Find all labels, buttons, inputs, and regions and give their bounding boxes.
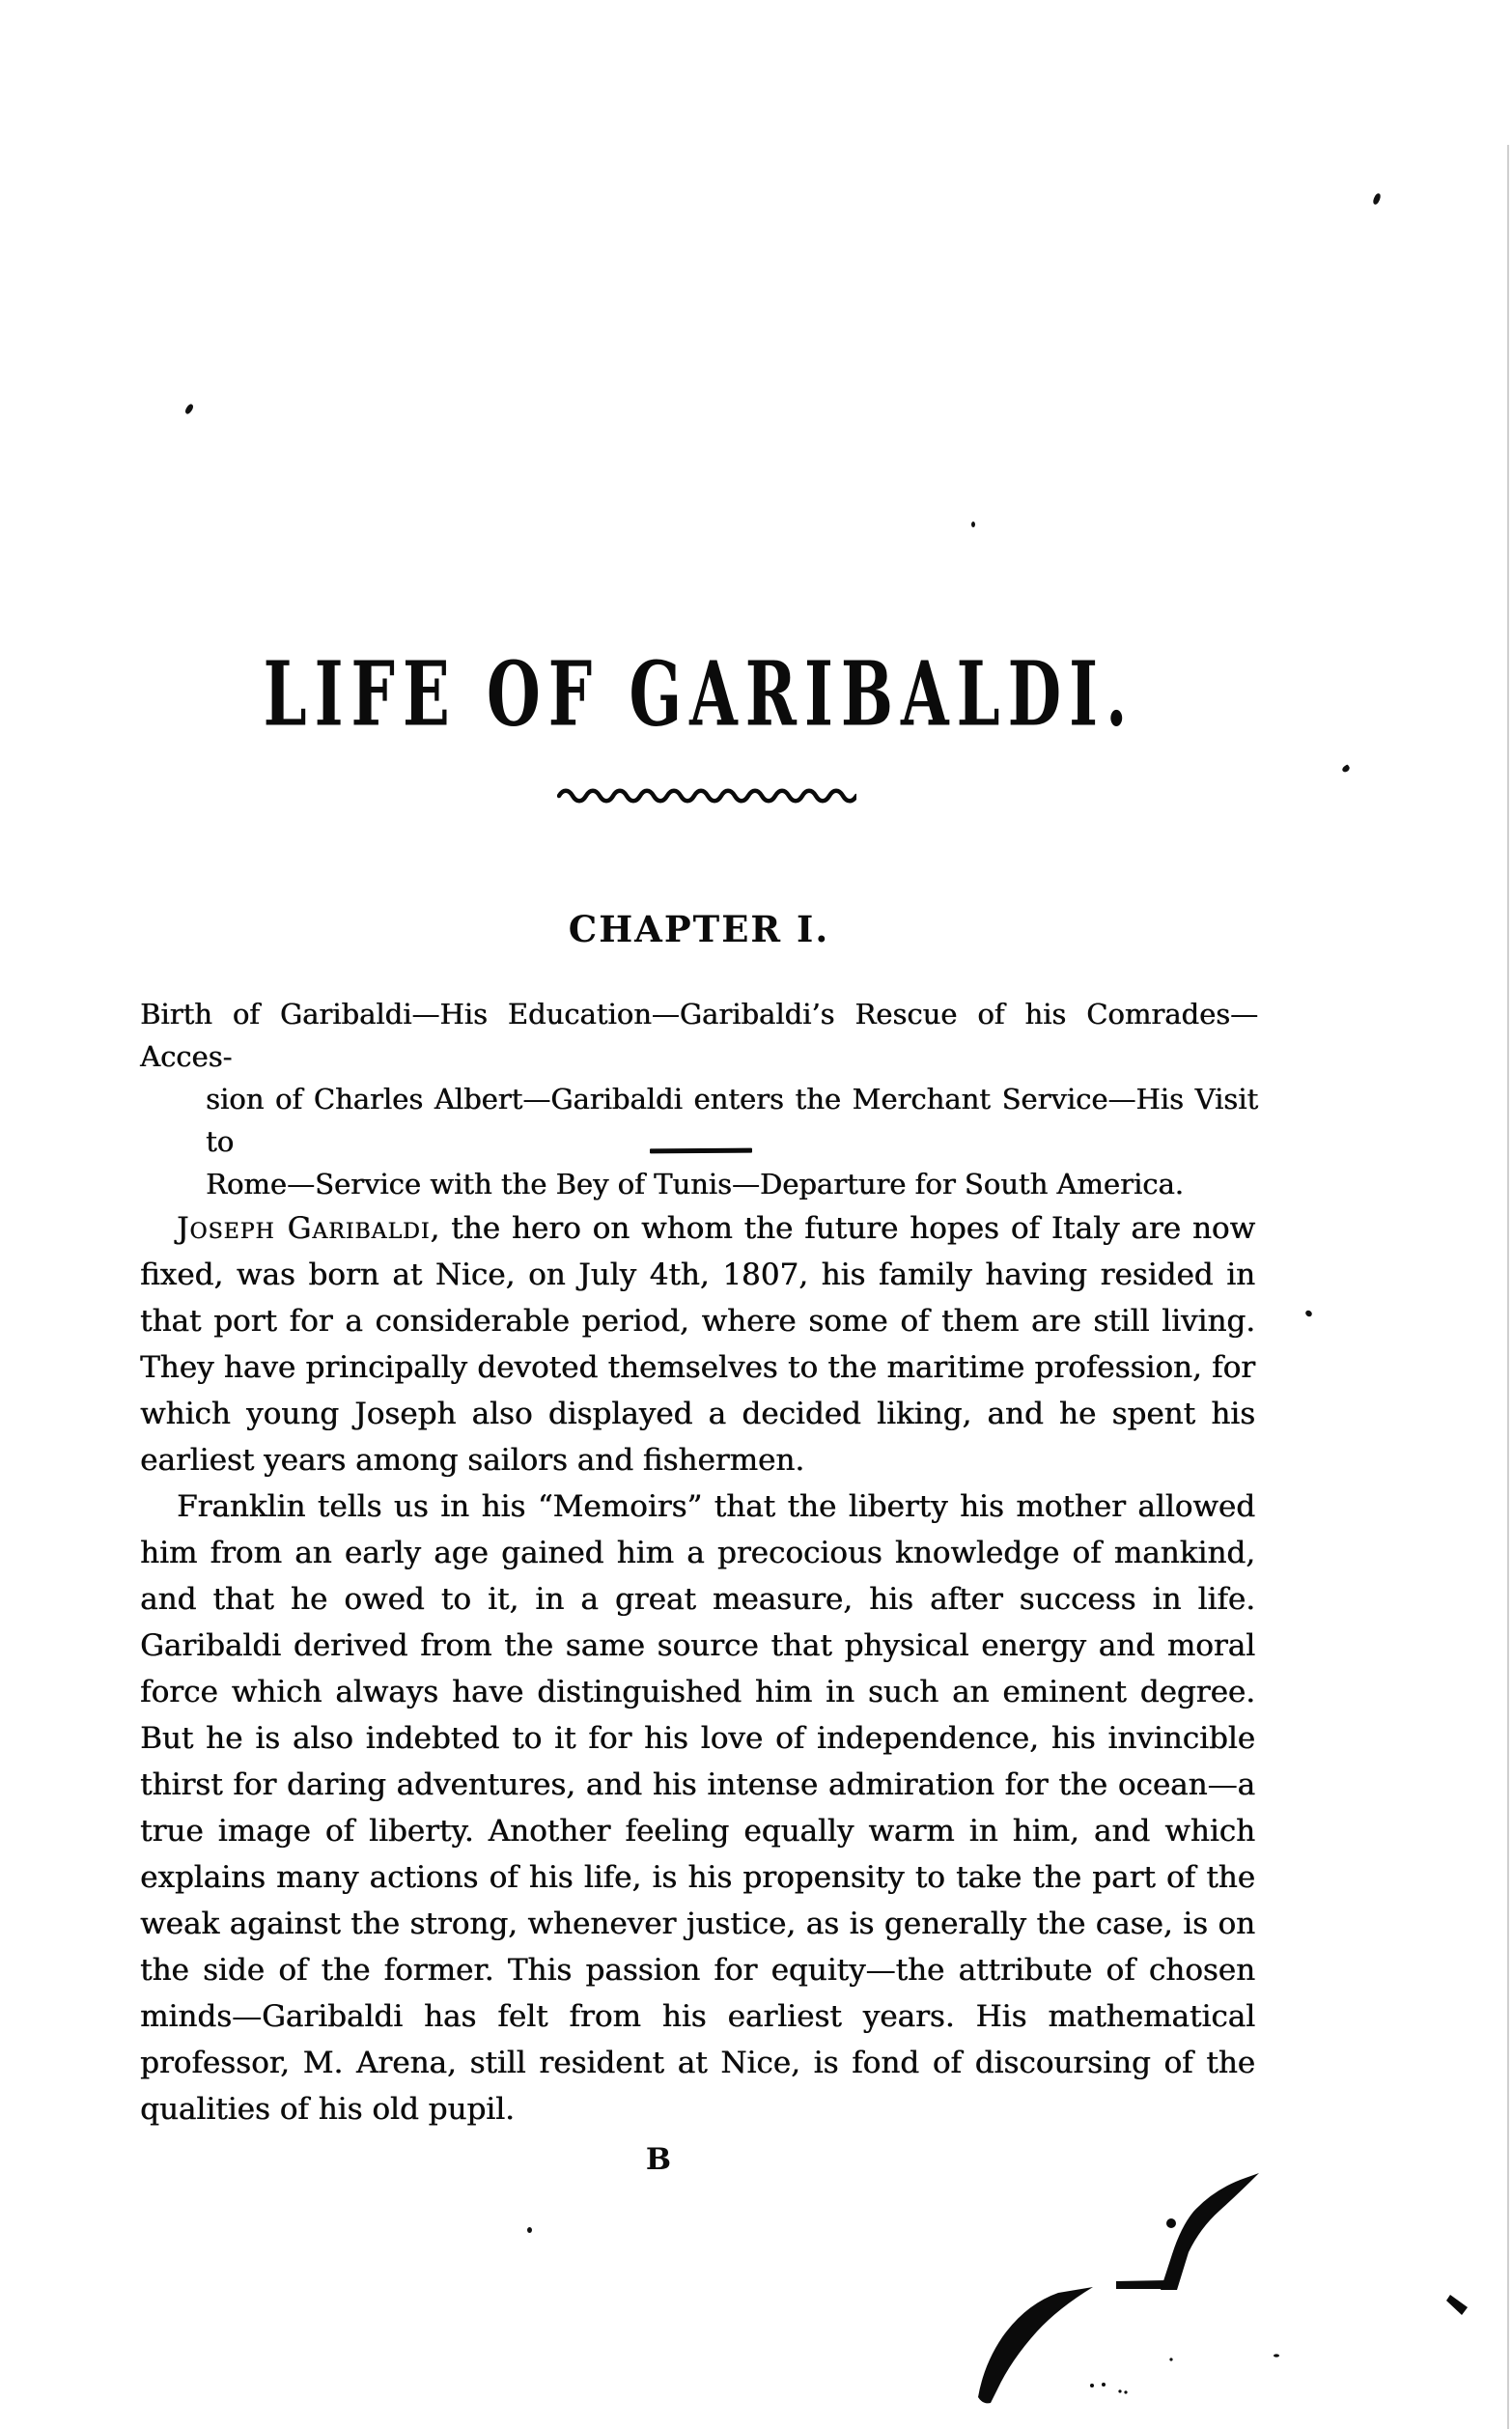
ink-smudge bbox=[1166, 2218, 1176, 2228]
body-line: that port for a considerable period, where some of them are still living. bbox=[140, 1304, 1255, 1339]
body-line-text: , the hero on whom the future hopes of Italy are now bbox=[430, 1211, 1255, 1246]
printer-signature-mark: B bbox=[645, 2142, 672, 2177]
body-line: thirst for daring adventures, and his intense admiration for the ocean—a bbox=[140, 1767, 1255, 1802]
body-line: Franklin tells us in his “Memoirs” that the liberty his mother allowed bbox=[177, 1489, 1255, 1524]
body-text bbox=[140, 1205, 1255, 2132]
body-line: him from an early age gained him a precocious knowledge of mankind, bbox=[140, 1536, 1255, 1570]
ink-smudge bbox=[1161, 2173, 1259, 2290]
scan-speck bbox=[1372, 192, 1382, 205]
body-line bbox=[140, 1205, 1255, 1252]
ink-smudge-group bbox=[956, 2163, 1512, 2429]
body-line: minds—Garibaldi has felt from his earliest years. His mathematical bbox=[140, 1999, 1255, 2034]
chapter-summary bbox=[140, 993, 1258, 1205]
summary-line: Rome—Service with the Bey of Tunis—Departure for South America. bbox=[206, 1168, 1184, 1200]
body-line: professor, M. Arena, still resident at Nice, is fond of discoursing of the bbox=[140, 2046, 1255, 2080]
body-line: force which always have distinguished him in such an eminent degree. bbox=[140, 1675, 1255, 1709]
body-line: which young Joseph also displayed a decided liking, and he spent his bbox=[140, 1397, 1255, 1431]
section-rule bbox=[650, 1148, 752, 1154]
book-title: LIFE OF GARIBALDI. bbox=[263, 641, 1135, 747]
ink-smudge bbox=[1116, 2280, 1168, 2289]
chapter-heading: CHAPTER I. bbox=[568, 908, 830, 950]
summary-line: Birth of Garibaldi—His Education—Garibaldi’s Rescue of his Comrades—Acces- bbox=[140, 998, 1258, 1073]
scan-speck bbox=[1304, 1309, 1313, 1317]
body-line: earliest years among sailors and fishermen. bbox=[140, 1443, 805, 1478]
body-line: explains many actions of his life, is his propensity to take the part of the bbox=[140, 1860, 1255, 1895]
lead-small-caps: Joseph Garibaldi bbox=[177, 1211, 431, 1246]
body-line: Garibaldi derived from the same source that physical energy and moral bbox=[140, 1628, 1255, 1663]
body-line: the side of the former. This passion for equity—the attribute of chosen bbox=[140, 1953, 1255, 1988]
body-line: qualities of his old pupil. bbox=[140, 2092, 515, 2127]
body-line: fixed, was born at Nice, on July 4th, 1807, his family having resided in bbox=[140, 1257, 1255, 1292]
body-line: true image of liberty. Another feeling equally warm in him, and which bbox=[140, 1814, 1255, 1849]
body-line: and that he owed to it, in a great measure, his after success in life. bbox=[140, 1582, 1255, 1617]
scan-speck bbox=[527, 2227, 532, 2233]
body-line: They have principally devoted themselves to the maritime profession, for bbox=[140, 1350, 1255, 1385]
scan-speck bbox=[1341, 764, 1351, 774]
page-edge-shadow bbox=[1507, 145, 1509, 2429]
summary-line: sion of Charles Albert—Garibaldi enters the Merchant Service—His Visit to bbox=[206, 1083, 1258, 1158]
ink-smudge bbox=[978, 2287, 1093, 2403]
body-line: But he is also indebted to it for his love of independence, his invincible bbox=[140, 1721, 1255, 1756]
title-flourish-squiggle bbox=[557, 786, 856, 805]
scan-speck bbox=[971, 522, 975, 527]
body-line: weak against the strong, whenever justice, as is generally the case, is on bbox=[140, 1906, 1255, 1941]
ink-smudge bbox=[1446, 2295, 1468, 2315]
scan-speck bbox=[184, 403, 195, 415]
